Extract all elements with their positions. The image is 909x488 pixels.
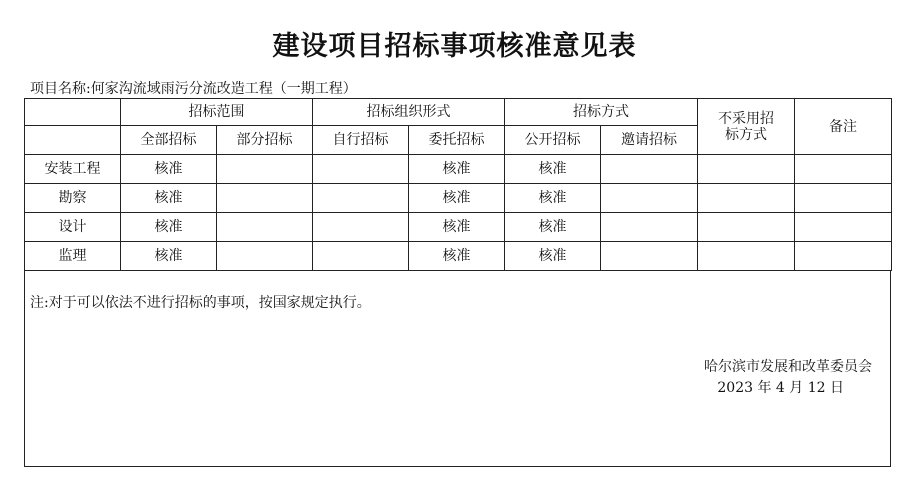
header-method: 招标方式 [505,99,698,126]
cell-self [313,155,409,184]
corner-cell [25,99,121,126]
header-invite: 邀请招标 [601,126,698,155]
header-self: 自行招标 [313,126,409,155]
cell-public: 核准 [505,213,601,242]
cell-not-used [698,184,795,213]
table-row [25,242,892,271]
cell-public: 核准 [505,242,601,271]
header-public: 公开招标 [505,126,601,155]
cell-self [313,213,409,242]
project-name: 项目名称:何家沟流域雨污分流改造工程（一期工程） [30,81,357,97]
header-not-used: 不采用招标方式 [698,99,795,155]
cell-not-used [698,155,795,184]
document-title: 建设项目招标事项核准意见表 [272,31,637,62]
cell-full: 核准 [121,242,217,271]
cell-partial [217,155,313,184]
cell-invite [601,242,698,271]
corner-cell-lower [25,126,121,155]
cell-remark [795,155,892,184]
header-org-form: 招标组织形式 [313,99,505,126]
header-remark: 备注 [795,99,892,155]
cell-public: 核准 [505,184,601,213]
cell-entrust: 核准 [409,184,505,213]
note-text: 注:对于可以依法不进行招标的事项，按国家规定执行。 [30,295,371,311]
header-partial: 部分招标 [217,126,313,155]
cell-full: 核准 [121,184,217,213]
row-item: 监理 [25,242,121,271]
cell-full: 核准 [121,213,217,242]
cell-remark [795,213,892,242]
row-item: 设计 [25,213,121,242]
cell-public: 核准 [505,155,601,184]
cell-invite [601,213,698,242]
table-row [25,155,892,184]
header-scope: 招标范围 [121,99,313,126]
cell-self [313,184,409,213]
header-row-1 [25,99,892,126]
approval-table [24,98,892,271]
table-row [25,213,892,242]
cell-invite [601,155,698,184]
note-section [24,270,891,467]
cell-not-used [698,242,795,271]
header-entrust: 委托招标 [409,126,505,155]
cell-entrust: 核准 [409,213,505,242]
cell-not-used [698,213,795,242]
row-item: 安装工程 [25,155,121,184]
cell-invite [601,184,698,213]
cell-entrust: 核准 [409,155,505,184]
cell-remark [795,242,892,271]
cell-full: 核准 [121,155,217,184]
table-row [25,184,892,213]
cell-remark [795,184,892,213]
cell-partial [217,184,313,213]
issuer-name: 哈尔滨市发展和改革委员会 [704,359,872,375]
cell-entrust: 核准 [409,242,505,271]
cell-self [313,242,409,271]
issue-date: 2023 年 4 月 12 日 [717,380,844,396]
header-full: 全部招标 [121,126,217,155]
row-item: 勘察 [25,184,121,213]
cell-partial [217,213,313,242]
cell-partial [217,242,313,271]
